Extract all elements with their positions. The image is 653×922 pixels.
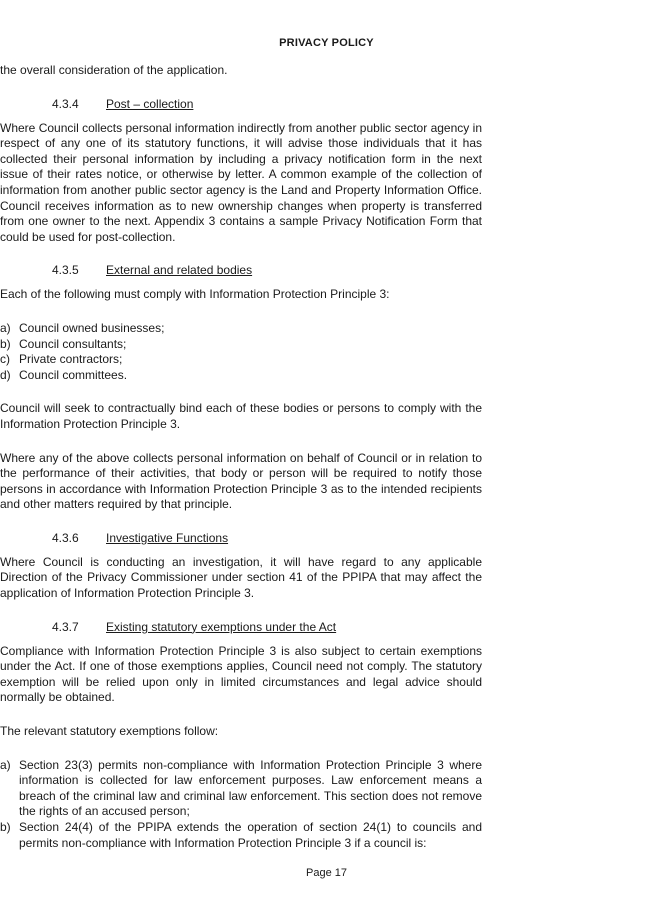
list-item-text: Section 24(4) of the PPIPA extends the operation of section 24(1) to councils and permits non-compliance with Information Protection Principle 3 if a council is: bbox=[19, 820, 482, 850]
list-marker: a) bbox=[0, 757, 11, 772]
document-body bbox=[0, 63, 653, 851]
section-heading-4-3-7 bbox=[0, 620, 653, 636]
section-number: 4.3.4 bbox=[52, 96, 79, 111]
list-marker: a) bbox=[0, 320, 11, 335]
list-item-text: Council consultants; bbox=[19, 336, 127, 351]
list-item-text: Section 23(3) permits non-compliance with Information Protection Principle 3 where information is collected for law enforcement purposes. Law enforcement means a breach of the criminal law and criminal law enforcement. This section does not remove the rights of an accused person; bbox=[19, 757, 482, 819]
list-item bbox=[0, 321, 482, 337]
list-item-text: Council committees. bbox=[19, 367, 128, 382]
paragraph: Each of the following must comply with Information Protection Principle 3: bbox=[0, 287, 390, 302]
section-heading-4-3-5 bbox=[0, 263, 653, 279]
exemptions-list bbox=[0, 758, 482, 852]
section-title: Existing statutory exemptions under the Act bbox=[106, 619, 337, 634]
list-item-text: Private contractors; bbox=[19, 352, 123, 367]
list-marker: b) bbox=[0, 336, 11, 351]
list-item bbox=[0, 352, 482, 368]
bodies-list bbox=[0, 321, 482, 383]
section-title: External and related bodies bbox=[106, 263, 253, 278]
list-item bbox=[0, 337, 482, 353]
paragraph: Compliance with Information Protection Principle 3 is also subject to certain exemptions under the Act. If one of those exemptions applies, Council need not comply. The statutory exemption will be relied upon only in limited circumstances and legal advice should normally be obtained. bbox=[0, 643, 482, 705]
list-marker: c) bbox=[0, 352, 10, 367]
list-item bbox=[0, 820, 482, 851]
section-heading-4-3-6 bbox=[0, 531, 653, 547]
list-marker: b) bbox=[0, 820, 11, 834]
paragraph: Where any of the above collects personal information on behalf of Council or in relation to the performance of their activities, that body or person will be required to notify those persons in accordance with Information Protection Principle 3 as to the intended recipients and other matters required by that principle. bbox=[0, 450, 482, 512]
paragraph: Council will seek to contractually bind each of these bodies or persons to comply with the Information Protection Principle 3. bbox=[0, 401, 482, 431]
paragraph: The relevant statutory exemptions follow: bbox=[0, 724, 219, 739]
section-number: 4.3.5 bbox=[52, 263, 79, 278]
section-heading-4-3-4 bbox=[0, 97, 653, 113]
section-title: Investigative Functions bbox=[106, 530, 229, 545]
section-title: Post – collection bbox=[106, 96, 194, 111]
list-item bbox=[0, 368, 482, 384]
list-item bbox=[0, 758, 482, 820]
paragraph: Where Council is conducting an investigation, it will have regard to any applicable Direction of the Privacy Commissioner under section 41 of the PPIPA that may affect the application of Information Protection Principle 3. bbox=[0, 554, 482, 601]
page-number: Page 17 bbox=[306, 867, 347, 879]
section-number: 4.3.6 bbox=[52, 530, 79, 545]
intro-line: the overall consideration of the application. bbox=[0, 63, 228, 77]
paragraph: Where Council collects personal information indirectly from another public sector agency in respect of any one of its statutory functions, it will advise those individuals that it has collected their personal information by including a privacy notification form in the next issue of their rates notice, or otherwise by letter. A common example of the collection of information from another public sector agency is the Land and Property Information Office. Council receives information as to new ownership changes when property is transferred from one owner to the next. Appendix 3 contains a sample Privacy Notification Form that could be used for post-collection. bbox=[0, 120, 482, 244]
section-number: 4.3.7 bbox=[52, 619, 79, 634]
list-marker: d) bbox=[0, 367, 11, 382]
page-header-title: PRIVACY POLICY bbox=[279, 37, 374, 49]
list-item-text: Council owned businesses; bbox=[19, 320, 165, 335]
